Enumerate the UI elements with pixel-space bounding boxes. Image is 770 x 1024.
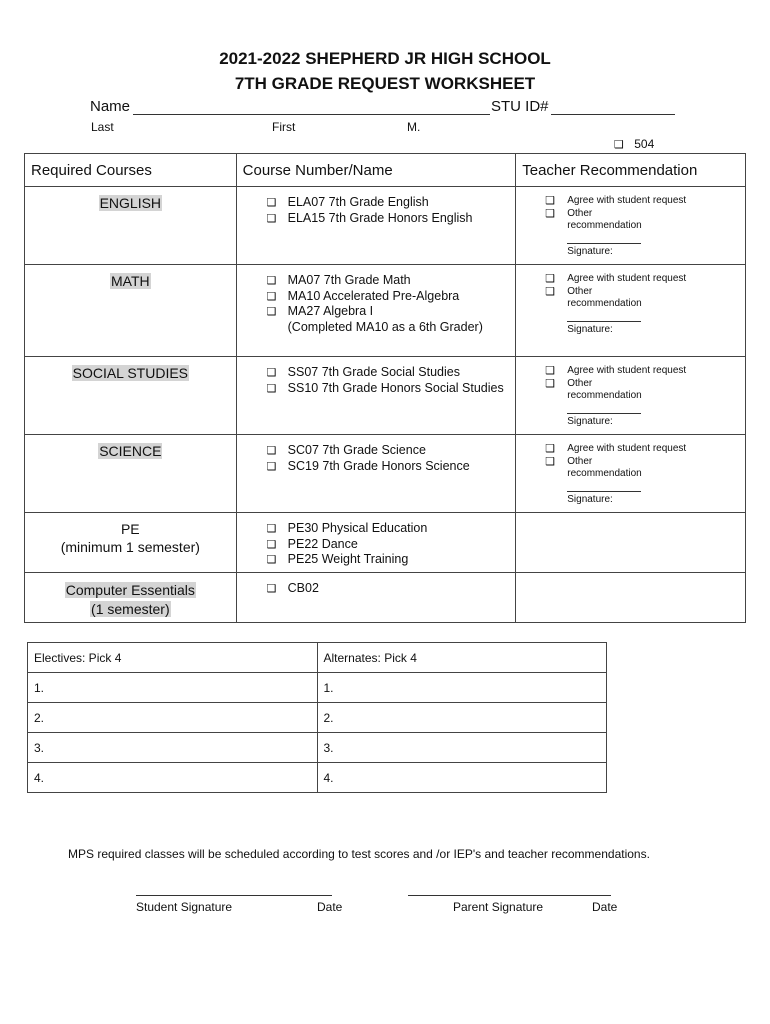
- course-option[interactable]: ❑ ELA07 7th Grade English: [266, 195, 429, 209]
- recommendation-line[interactable]: [567, 403, 641, 414]
- alternates-header: Alternates: Pick 4: [317, 643, 607, 673]
- col-required-courses: Required Courses: [25, 154, 237, 187]
- electives-header: Electives: Pick 4: [28, 643, 318, 673]
- checkbox-icon[interactable]: ❑: [266, 553, 277, 566]
- alternate-3[interactable]: 3.: [317, 733, 607, 763]
- agree-option[interactable]: ❑ Agree with student request: [545, 442, 687, 455]
- required-courses-table: [24, 153, 746, 623]
- checkbox-icon[interactable]: ❑: [545, 272, 556, 285]
- elective-4[interactable]: 4.: [28, 763, 318, 793]
- course-option[interactable]: ❑ PE22 Dance: [266, 536, 358, 551]
- agree-option[interactable]: ❑ Agree with student request: [545, 194, 687, 207]
- teacher-recommendation: [516, 435, 746, 513]
- checkbox-icon[interactable]: ❑: [545, 442, 556, 455]
- course-note: (Completed MA10 as a 6th Grader): [287, 319, 483, 334]
- checkbox-icon[interactable]: ❑: [266, 211, 277, 225]
- title-line-2: 7TH GRADE REQUEST WORKSHEET: [234, 74, 536, 93]
- checkbox-icon[interactable]: ❑: [545, 194, 556, 207]
- table-row: [25, 357, 746, 435]
- student-signature-line[interactable]: [136, 894, 332, 896]
- box-504[interactable]: [614, 137, 654, 151]
- alternate-4[interactable]: 4.: [317, 763, 607, 793]
- checkbox-icon[interactable]: ❑: [266, 537, 277, 551]
- table-row: [25, 187, 746, 265]
- teacher-recommendation: [516, 357, 746, 435]
- alternate-1[interactable]: 1.: [317, 673, 607, 703]
- signature-label: Signature:: [567, 245, 613, 257]
- signature-label: Signature:: [567, 493, 613, 505]
- course-option[interactable]: ❑ ELA15 7th Grade Honors English: [266, 210, 473, 225]
- parent-signature-label: Parent Signature: [453, 900, 544, 914]
- stu-id-field[interactable]: [551, 113, 675, 115]
- course-option[interactable]: ❑ SC07 7th Grade Science: [266, 443, 426, 457]
- course-option[interactable]: ❑ CB02: [266, 581, 319, 595]
- checkbox-icon[interactable]: ❑: [545, 206, 556, 220]
- checkbox-icon[interactable]: ❑: [266, 305, 277, 318]
- student-date-label: Date: [317, 900, 343, 914]
- agree-option[interactable]: ❑ Agree with student request: [545, 364, 687, 377]
- signature-label: Signature:: [567, 415, 613, 427]
- col-teacher-recommendation: Teacher Recommendation: [516, 154, 746, 187]
- subject-computer-essentials-note: (1 semester): [91, 601, 170, 617]
- course-option[interactable]: ❑ MA07 7th Grade Math: [266, 273, 411, 287]
- table-row: [25, 573, 746, 623]
- parent-date-label: Date: [592, 900, 618, 914]
- table-row: [25, 435, 746, 513]
- last-label: Last: [91, 120, 114, 134]
- checkbox-icon[interactable]: ❑: [266, 274, 277, 287]
- checkbox-icon[interactable]: ❑: [266, 381, 277, 395]
- footer-note: MPS required classes will be scheduled according to test scores and /or IEP's and teacher recommendations.: [68, 847, 650, 861]
- checkbox-icon[interactable]: ❑: [266, 196, 277, 209]
- checkbox-icon[interactable]: ❑: [266, 582, 277, 595]
- course-option[interactable]: ❑ MA27 Algebra I: [266, 304, 374, 318]
- course-option[interactable]: ❑ SC19 7th Grade Honors Science: [266, 458, 470, 473]
- elective-2[interactable]: 2.: [28, 703, 318, 733]
- checkbox-icon[interactable]: ❑: [614, 138, 624, 151]
- elective-1[interactable]: 1.: [28, 673, 318, 703]
- other-option[interactable]: ❑ Other recommendation: [545, 454, 642, 479]
- agree-option[interactable]: ❑ Agree with student request: [545, 272, 687, 285]
- box-504-label: 504: [634, 137, 655, 151]
- subject-social-studies: SOCIAL STUDIES: [72, 365, 189, 381]
- checkbox-icon[interactable]: ❑: [545, 284, 556, 298]
- stu-id-label: STU ID#: [491, 98, 549, 115]
- signature-label: Signature:: [567, 323, 613, 335]
- electives-table: [27, 642, 607, 793]
- other-option[interactable]: ❑ Other recommendation: [545, 376, 642, 401]
- checkbox-icon[interactable]: ❑: [545, 364, 556, 377]
- subject-pe-note: (minimum 1 semester): [60, 539, 200, 555]
- checkbox-icon[interactable]: ❑: [545, 454, 556, 468]
- checkbox-icon[interactable]: ❑: [545, 376, 556, 390]
- first-label: First: [272, 120, 296, 134]
- checkbox-icon[interactable]: ❑: [266, 289, 277, 303]
- course-option[interactable]: ❑ PE25 Weight Training: [266, 552, 409, 566]
- col-course-number-name: Course Number/Name: [236, 154, 516, 187]
- name-field[interactable]: [133, 113, 490, 115]
- parent-signature-line[interactable]: [408, 894, 611, 896]
- subject-computer-essentials: Computer Essentials: [65, 582, 195, 598]
- table-row: [25, 265, 746, 357]
- course-option[interactable]: ❑ MA10 Accelerated Pre-Algebra: [266, 288, 460, 303]
- other-option[interactable]: ❑ Other recommendation: [545, 206, 642, 231]
- other-option[interactable]: ❑ Other recommendation: [545, 284, 642, 309]
- name-label: Name: [90, 98, 131, 115]
- middle-label: M.: [407, 120, 421, 134]
- recommendation-line[interactable]: [567, 481, 641, 492]
- recommendation-line[interactable]: [567, 311, 641, 322]
- title-line-1: 2021-2022 SHEPHERD JR HIGH SCHOOL: [219, 49, 551, 68]
- checkbox-icon[interactable]: ❑: [266, 459, 277, 473]
- subject-pe: PE: [120, 521, 140, 537]
- checkbox-icon[interactable]: ❑: [266, 444, 277, 457]
- course-option[interactable]: ❑ SS07 7th Grade Social Studies: [266, 365, 460, 379]
- elective-3[interactable]: 3.: [28, 733, 318, 763]
- teacher-recommendation: [516, 187, 746, 265]
- course-option[interactable]: ❑ PE30 Physical Education: [266, 521, 428, 535]
- recommendation-line[interactable]: [567, 233, 641, 244]
- checkbox-icon[interactable]: ❑: [266, 366, 277, 379]
- table-row: [25, 513, 746, 573]
- subject-science: SCIENCE: [99, 443, 162, 459]
- teacher-recommendation: [516, 265, 746, 357]
- subject-english: ENGLISH: [99, 195, 162, 211]
- checkbox-icon[interactable]: ❑: [266, 522, 277, 535]
- course-option[interactable]: ❑ SS10 7th Grade Honors Social Studies: [266, 380, 504, 395]
- alternate-2[interactable]: 2.: [317, 703, 607, 733]
- subject-math: MATH: [111, 273, 150, 289]
- student-signature-label: Student Signature: [136, 900, 233, 914]
